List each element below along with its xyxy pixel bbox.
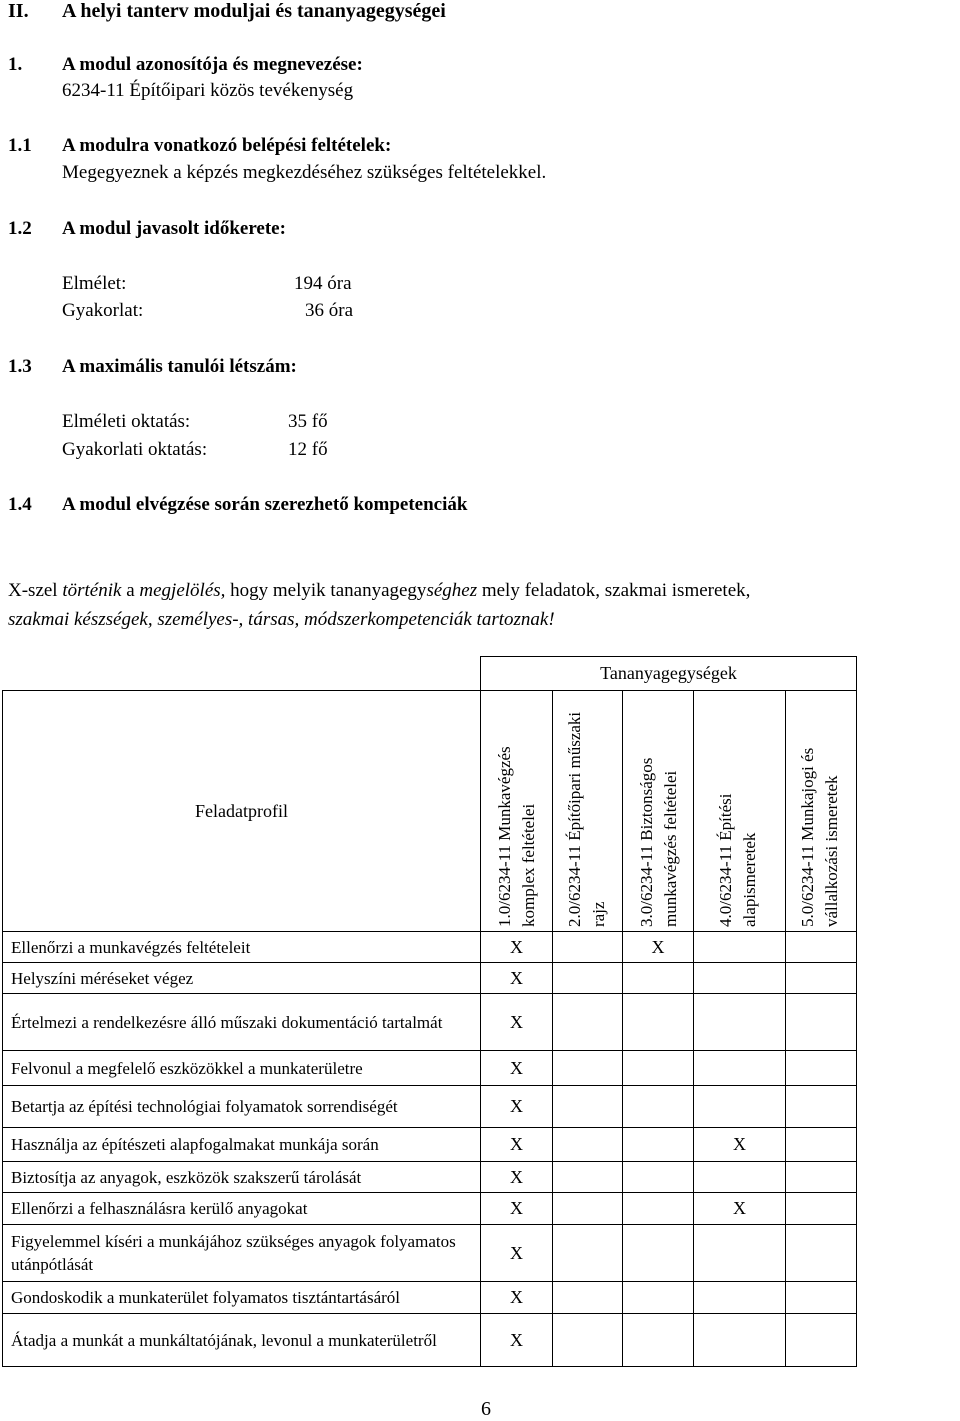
mark-cell: X: [481, 1086, 553, 1128]
headcount-value-theory: 35 fő: [288, 411, 328, 432]
mark-cell: [694, 994, 786, 1051]
section-1-1-number: 1.1: [8, 135, 32, 156]
section-1-2-number: 1.2: [8, 218, 32, 239]
mark-cell: [786, 1225, 857, 1282]
section-1-4-number: 1.4: [8, 494, 32, 515]
mark-cell: [786, 1128, 857, 1162]
task-cell: Figyelemmel kíséri a munkájához szükséges anyagok folyamatos utánpótlását: [3, 1225, 481, 1282]
time-value-practice: 36 óra: [305, 300, 354, 321]
headcount-label-theory: Elméleti oktatás:: [62, 411, 191, 432]
mark-cell: [623, 1282, 694, 1314]
mark-cell: [786, 932, 857, 963]
profile-header: Feladatprofil: [3, 691, 481, 932]
mark-cell: [786, 963, 857, 994]
mark-cell: [553, 1225, 623, 1282]
mark-cell: X: [481, 1193, 553, 1225]
table-row: [3, 963, 857, 994]
mark-cell: X: [481, 1282, 553, 1314]
section-1-value: 6234-11 Építőipari közös tevékenység: [62, 80, 354, 101]
table-row: [3, 1051, 857, 1086]
mark-cell: [623, 963, 694, 994]
mark-cell: [553, 932, 623, 963]
mark-cell: [786, 1314, 857, 1367]
mark-cell: [553, 1162, 623, 1193]
instruction-paragraph: X-szel történik a megjelölés, hogy melyik tananyagegységhez mely feladatok, szakmai ismeretek, szakmai készségek, személyes-, társas, módszerkompetenciák tartoznak!: [8, 580, 751, 630]
unit-header-1: 1.0/6234-11 Munkavégzés komplex feltételei: [481, 691, 553, 932]
table-row: [3, 1162, 857, 1193]
page-number: 6: [481, 1398, 491, 1420]
unit-header-4: 4.0/6234-11 Építési alapismeretek: [694, 691, 786, 932]
table-row: [3, 932, 857, 963]
mark-cell: [553, 1128, 623, 1162]
section-1-2-title: A modul javasolt időkerete:: [62, 218, 286, 239]
mark-cell: [623, 1162, 694, 1193]
mark-cell: [623, 994, 694, 1051]
table-row: [3, 1128, 857, 1162]
table-corner: [3, 657, 481, 691]
unit-header-5: 5.0/6234-11 Munkajogi és vállalkozási ismeretek: [786, 691, 857, 932]
time-label-practice: Gyakorlat:: [62, 300, 144, 321]
mark-cell: [786, 994, 857, 1051]
mark-cell: [553, 963, 623, 994]
mark-cell: [553, 1193, 623, 1225]
mark-cell: [553, 1086, 623, 1128]
mark-cell: X: [481, 1051, 553, 1086]
mark-cell: [694, 1282, 786, 1314]
mark-cell: [694, 963, 786, 994]
table-row: [3, 994, 857, 1051]
chapter-title: A helyi tanterv moduljai és tananyagegységei: [62, 0, 446, 22]
task-cell: Felvonul a megfelelő eszközökkel a munkaterületre: [3, 1051, 481, 1086]
mark-cell: [694, 1086, 786, 1128]
mark-cell: [553, 994, 623, 1051]
mark-cell: [786, 1086, 857, 1128]
mark-cell: [694, 932, 786, 963]
section-1-1-title: A modulra vonatkozó belépési feltételek:: [62, 135, 392, 156]
mark-cell: X: [481, 932, 553, 963]
section-1-title: A modul azonosítója és megnevezése:: [62, 54, 363, 75]
mark-cell: [623, 1086, 694, 1128]
task-cell: Értelmezi a rendelkezésre álló műszaki dokumentáció tartalmát: [3, 994, 481, 1051]
table-row: [3, 1282, 857, 1314]
task-cell: Átadja a munkát a munkáltatójának, levonul a munkaterületről: [3, 1314, 481, 1367]
task-cell: Helyszíni méréseket végez: [3, 963, 481, 994]
mark-cell: X: [481, 1128, 553, 1162]
task-cell: Ellenőrzi a felhasználásra kerülő anyagokat: [3, 1193, 481, 1225]
mark-cell: X: [481, 1162, 553, 1193]
section-1-1-value: Megegyeznek a képzés megkezdéséhez szükséges feltételekkel.: [62, 162, 547, 183]
chapter-number: II.: [8, 0, 29, 22]
section-1-3-title: A maximális tanulói létszám:: [62, 356, 297, 377]
mark-cell: [694, 1314, 786, 1367]
competency-table: [2, 656, 857, 1367]
mark-cell: [553, 1314, 623, 1367]
section-1-number: 1.: [8, 54, 23, 75]
task-cell: Ellenőrzi a munkavégzés feltételeit: [3, 932, 481, 963]
mark-cell: X: [481, 1225, 553, 1282]
mark-cell: [623, 1128, 694, 1162]
time-label-theory: Elmélet:: [62, 273, 127, 294]
mark-cell: [786, 1051, 857, 1086]
table-row: [3, 1225, 857, 1282]
headcount-value-practice: 12 fő: [288, 439, 328, 460]
section-1-4-title: A modul elvégzése során szerezhető kompetenciák: [62, 494, 468, 515]
time-value-theory: 194 óra: [294, 273, 352, 294]
task-cell: Használja az építészeti alapfogalmakat munkája során: [3, 1128, 481, 1162]
mark-cell: X: [623, 932, 694, 963]
mark-cell: X: [481, 963, 553, 994]
unit-header-2: 2.0/6234-11 Építőipari műszaki rajz: [553, 691, 623, 932]
mark-cell: X: [481, 994, 553, 1051]
mark-cell: [553, 1282, 623, 1314]
section-1-3-number: 1.3: [8, 356, 32, 377]
mark-cell: [694, 1162, 786, 1193]
table-row: [3, 1086, 857, 1128]
mark-cell: [786, 1193, 857, 1225]
mark-cell: [694, 1051, 786, 1086]
mark-cell: [786, 1282, 857, 1314]
mark-cell: [623, 1051, 694, 1086]
table-row: [3, 1314, 857, 1367]
mark-cell: [553, 1051, 623, 1086]
task-cell: Betartja az építési technológiai folyamatok sorrendiségét: [3, 1086, 481, 1128]
unit-header-3: 3.0/6234-11 Biztonságos munkavégzés feltételei: [623, 691, 694, 932]
mark-cell: [694, 1225, 786, 1282]
mark-cell: X: [481, 1314, 553, 1367]
task-cell: Gondoskodik a munkaterület folyamatos tisztántartásáról: [3, 1282, 481, 1314]
units-group-header: Tananyagegységek: [481, 657, 857, 691]
mark-cell: [623, 1225, 694, 1282]
mark-cell: [786, 1162, 857, 1193]
mark-cell: X: [694, 1193, 786, 1225]
task-cell: Biztosítja az anyagok, eszközök szakszerű tárolását: [3, 1162, 481, 1193]
mark-cell: [623, 1314, 694, 1367]
mark-cell: [623, 1193, 694, 1225]
headcount-label-practice: Gyakorlati oktatás:: [62, 439, 208, 460]
table-row: [3, 1193, 857, 1225]
mark-cell: X: [694, 1128, 786, 1162]
